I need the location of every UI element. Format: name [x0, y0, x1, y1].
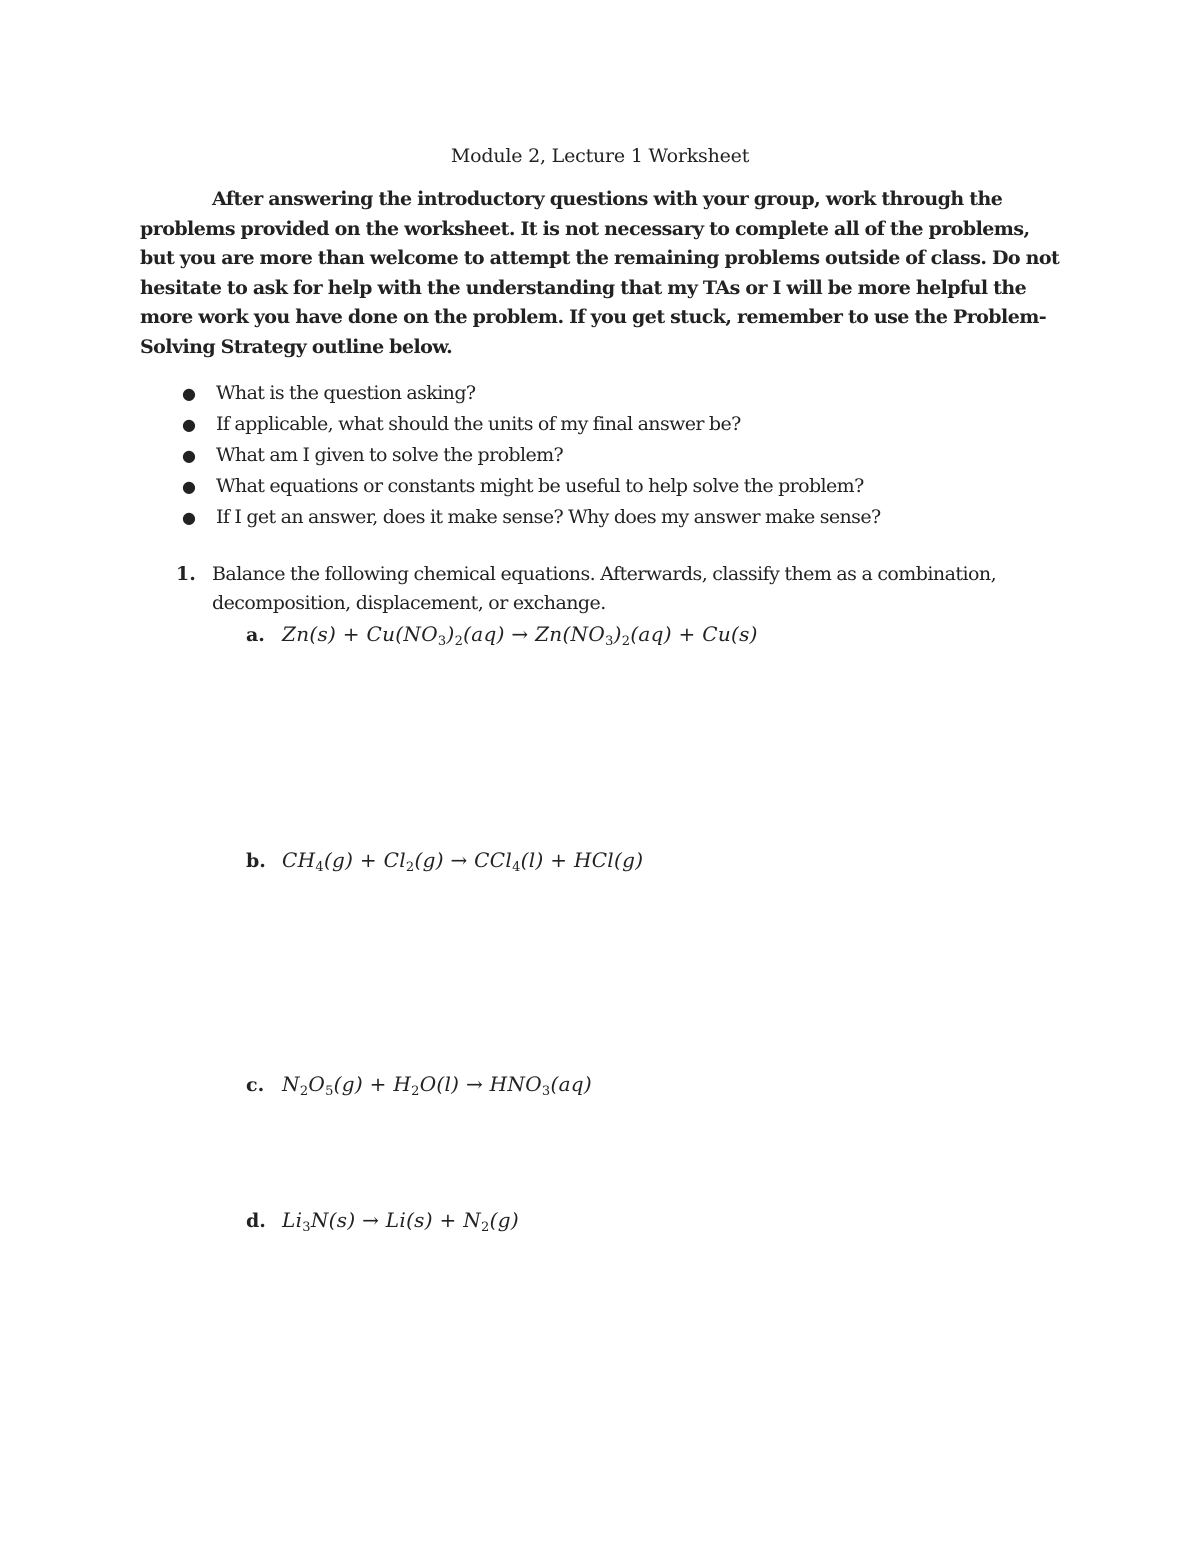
equation-text: (g) → CCl: [414, 848, 513, 872]
subscript: 5: [325, 1084, 334, 1099]
equation-b: [246, 845, 643, 883]
subscript: 3: [437, 634, 447, 649]
strategy-item-text: What equations or constants might be useful to help solve the problem?: [216, 475, 864, 497]
equation-text: Li: [282, 1208, 303, 1232]
strategy-item: [140, 440, 1060, 471]
equation-text: (g) + H: [333, 1072, 412, 1096]
bullet-icon: ●: [182, 508, 196, 527]
strategy-item-text: If applicable, what should the units of my final answer be?: [216, 413, 741, 435]
equation-text: O(l) → HNO: [419, 1072, 542, 1096]
equation-text: ): [613, 622, 622, 646]
equation-a: [246, 619, 758, 657]
bullet-icon: ●: [182, 477, 196, 496]
bullet-icon: ●: [182, 446, 196, 465]
strategy-item: [140, 378, 1060, 409]
equation-text: (g) + Cl: [323, 848, 406, 872]
subscript: 4: [315, 860, 324, 875]
part-letter: c.: [246, 1074, 265, 1096]
equation-text: Zn(s) + Cu(NO: [282, 622, 438, 646]
equation-text: N(s) → Li(s) + N: [310, 1208, 482, 1232]
equation-c: [246, 1069, 592, 1107]
page-title: Module 2, Lecture 1 Worksheet: [450, 145, 750, 167]
subscript: 3: [541, 1084, 551, 1099]
equation-text: (g): [489, 1208, 519, 1232]
equation-d: [246, 1205, 519, 1243]
equation-text: CH: [282, 848, 316, 872]
problem-prompt: Balance the following chemical equations. Afterwards, classify them as a combination, decomposition, displacement, or exchange.: [212, 563, 997, 614]
chemical-equation: [282, 1072, 593, 1099]
equation-text: O: [308, 1072, 326, 1096]
chemical-equation: [282, 622, 758, 649]
equation-text: (aq) → Zn(NO: [463, 622, 606, 646]
chemical-equation: [282, 1208, 519, 1235]
strategy-item: [140, 409, 1060, 440]
subscript: 2: [454, 634, 464, 649]
strategy-item: [140, 471, 1060, 502]
chemical-equation: [282, 848, 644, 875]
equation-text: N: [282, 1072, 300, 1096]
equation-text: (l) + HCl(g): [520, 848, 644, 872]
part-letter: b.: [246, 850, 266, 872]
strategy-item-text: What is the question asking?: [216, 382, 476, 404]
subscript: 2: [481, 1220, 490, 1235]
strategy-item-text: If I get an answer, does it make sense? Why does my answer make sense?: [216, 506, 881, 528]
part-letter: d.: [246, 1210, 266, 1232]
subscript: 3: [605, 634, 614, 649]
equation-text: (aq): [550, 1072, 593, 1096]
problem-number: 1.: [176, 563, 196, 585]
subscript: 2: [411, 1084, 420, 1099]
strategy-item-text: What am I given to solve the problem?: [216, 444, 564, 466]
strategy-item: [140, 502, 1060, 533]
subscript: 2: [299, 1084, 309, 1099]
bullet-icon: ●: [182, 415, 196, 434]
part-letter: a.: [246, 624, 265, 646]
subscript: 2: [621, 634, 631, 649]
subscript: 4: [512, 860, 521, 875]
equation-text: ): [446, 622, 455, 646]
subscript: 2: [405, 860, 415, 875]
bullet-icon: ●: [182, 384, 196, 403]
equation-text: (aq) + Cu(s): [630, 622, 758, 646]
subscript: 3: [302, 1220, 311, 1235]
problem-solving-strategy-list: [140, 378, 1060, 533]
intro-paragraph: After answering the introductory questions with your group, work through the problems provided on the worksheet. It is not necessary to complete all of the problems, but you are more than welcome to attempt the remaining problems outside of class. Do not hesitate to ask for help with the understanding that my TAs or I will be more helpful the more work you have done on the problem. If you get stuck, remember to use the Problem-Solving Strategy outline below.: [140, 188, 1060, 358]
